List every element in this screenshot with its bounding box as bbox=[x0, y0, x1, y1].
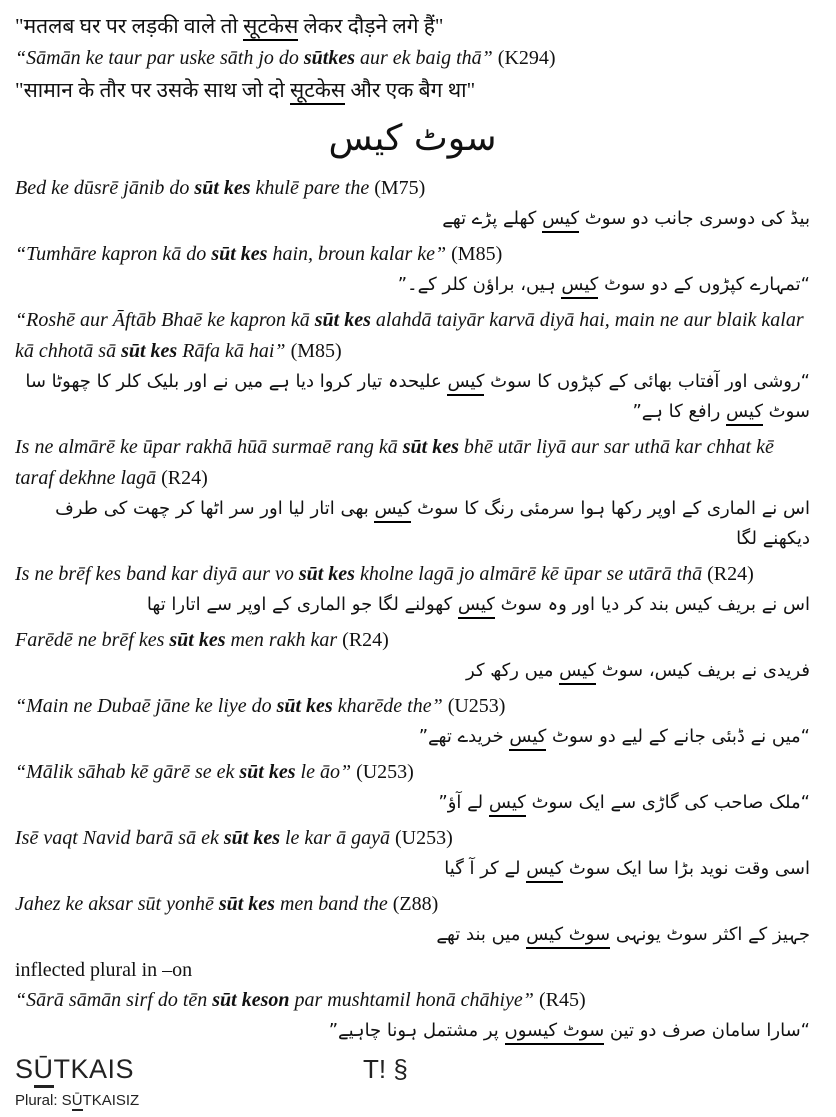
example-transliteration: Is ne brēf kes band kar diyā aur vo sūt kes kholne lagā jo almārē kē ūpar se utārā thā (R24) bbox=[15, 563, 754, 585]
entry-marker: T! § bbox=[363, 1054, 408, 1084]
hindi-quote-2: "सामान के तौर पर उसके साथ जो दो सूटकेस और एक बैग था" bbox=[15, 74, 810, 107]
example-entry bbox=[15, 757, 810, 818]
example-urdu: “تمہارے کپڑوں کے دو سوٹ کیس ہیں، براؤن کلر کے۔” bbox=[15, 270, 810, 300]
example-entry bbox=[15, 432, 810, 554]
examples-list bbox=[15, 173, 810, 1046]
example-transliteration: Is ne almārē ke ūpar rakhā hūā surmaē rang kā sūt kes bhē utār liyā aur sar uthā kar chhat kē taraf dekhne lagā (R24) bbox=[15, 436, 774, 489]
transliteration-quote-k294: “Sāmān ke taur par uske sāth jo do sūtkes aur ek baig thā” (K294) bbox=[15, 47, 556, 69]
headword-row bbox=[15, 1054, 810, 1090]
urdu-headword: سوٹ کیس bbox=[328, 118, 497, 159]
hindi-quote-1: "मतलब घर पर लड़की वाले तो सूटकेस लेकर दौड़ने लगे हैं" bbox=[15, 10, 810, 43]
example-transliteration: Bed ke dūsrē jānib do sūt kes khulē pare the (M75) bbox=[15, 177, 426, 199]
example-urdu: “روشی اور آفتاب بھائی کے کپڑوں کا سوٹ کیس علیحدہ تیار کروا دیا ہے میں نے اور بلیک کلر کا چھوٹا سا سوٹ کیس رافع کا ہے” bbox=[15, 367, 810, 427]
example-urdu: اسی وقت نوید بڑا سا ایک سوٹ کیس لے کر آ گیا bbox=[15, 854, 810, 884]
plural-form: Plural: SŪTKAISIZ bbox=[15, 1092, 140, 1109]
example-urdu: “ملک صاحب کی گاڑی سے ایک سوٹ کیس لے آؤ” bbox=[15, 788, 810, 818]
example-entry bbox=[15, 823, 810, 884]
example-entry bbox=[15, 889, 810, 950]
example-urdu: بیڈ کی دوسری جانب دو سوٹ کیس کھلے پڑے تھے bbox=[15, 204, 810, 234]
grammar-note: inflected plural in –on bbox=[15, 959, 193, 981]
example-transliteration: “Tumhāre kapron kā do sūt kes hain, broun kalar ke” (M85) bbox=[15, 243, 503, 265]
example-transliteration: Isē vaqt Navid barā sā ek sūt kes le kar ā gayā (U253) bbox=[15, 827, 453, 849]
example-urdu: اس نے بریف کیس بند کر دیا اور وہ سوٹ کیس کھولنے لگا جو الماری کے اوپر سے اتارا تھا bbox=[15, 590, 810, 620]
headword-latin: SŪTKAIS bbox=[15, 1054, 134, 1088]
example-transliteration: “Main ne Dubaē jāne ke liye do sūt kes kharēde the” (U253) bbox=[15, 695, 506, 717]
example-urdu: جہیز کے اکثر سوٹ یونہی سوٹ کیس میں بند تھے bbox=[15, 920, 810, 950]
example-transliteration: “Mālik sāhab kē gārē se ek sūt kes le āo” (U253) bbox=[15, 761, 414, 783]
entry-footer bbox=[15, 1054, 810, 1109]
example-urdu: اس نے الماری کے اوپر رکھا ہوا سرمئی رنگ کا سوٹ کیس بھی اتار لیا اور سر اٹھا کر چھت کی طرف دیکھنے لگا bbox=[55, 498, 810, 549]
example-entry bbox=[15, 173, 810, 234]
example-transliteration: “Sārā sāmān sirf do tēn sūt keson par mushtamil honā chāhiye” (R45) bbox=[15, 989, 586, 1011]
quote-header bbox=[15, 10, 810, 107]
example-transliteration: Jahez ke aksar sūt yonhē sūt kes men band the (Z88) bbox=[15, 893, 439, 915]
example-urdu: “میں نے ڈبئی جانے کے لیے دو سوٹ کیس خریدے تھے” bbox=[15, 722, 810, 752]
example-entry bbox=[15, 559, 810, 620]
example-urdu: “سارا سامان صرف دو تین سوٹ کیسوں پر مشتمل ہونا چاہیے” bbox=[15, 1016, 810, 1046]
example-transliteration: “Roshē aur Āftāb Bhaē ke kapron kā sūt kes alahdā taiyār karvā diyā hai, main ne aur blaik kalar kā chhotā sā sūt kes Rāfa kā hai” (M85) bbox=[15, 309, 804, 362]
example-entry bbox=[15, 625, 810, 686]
example-transliteration: Farēdē ne brēf kes sūt kes men rakh kar (R24) bbox=[15, 629, 389, 651]
example-entry bbox=[15, 239, 810, 300]
example-entry bbox=[15, 955, 810, 1046]
example-entry bbox=[15, 305, 810, 427]
example-entry bbox=[15, 691, 810, 752]
example-urdu: فریدی نے بریف کیس، سوٹ کیس میں رکھ کر bbox=[15, 656, 810, 686]
